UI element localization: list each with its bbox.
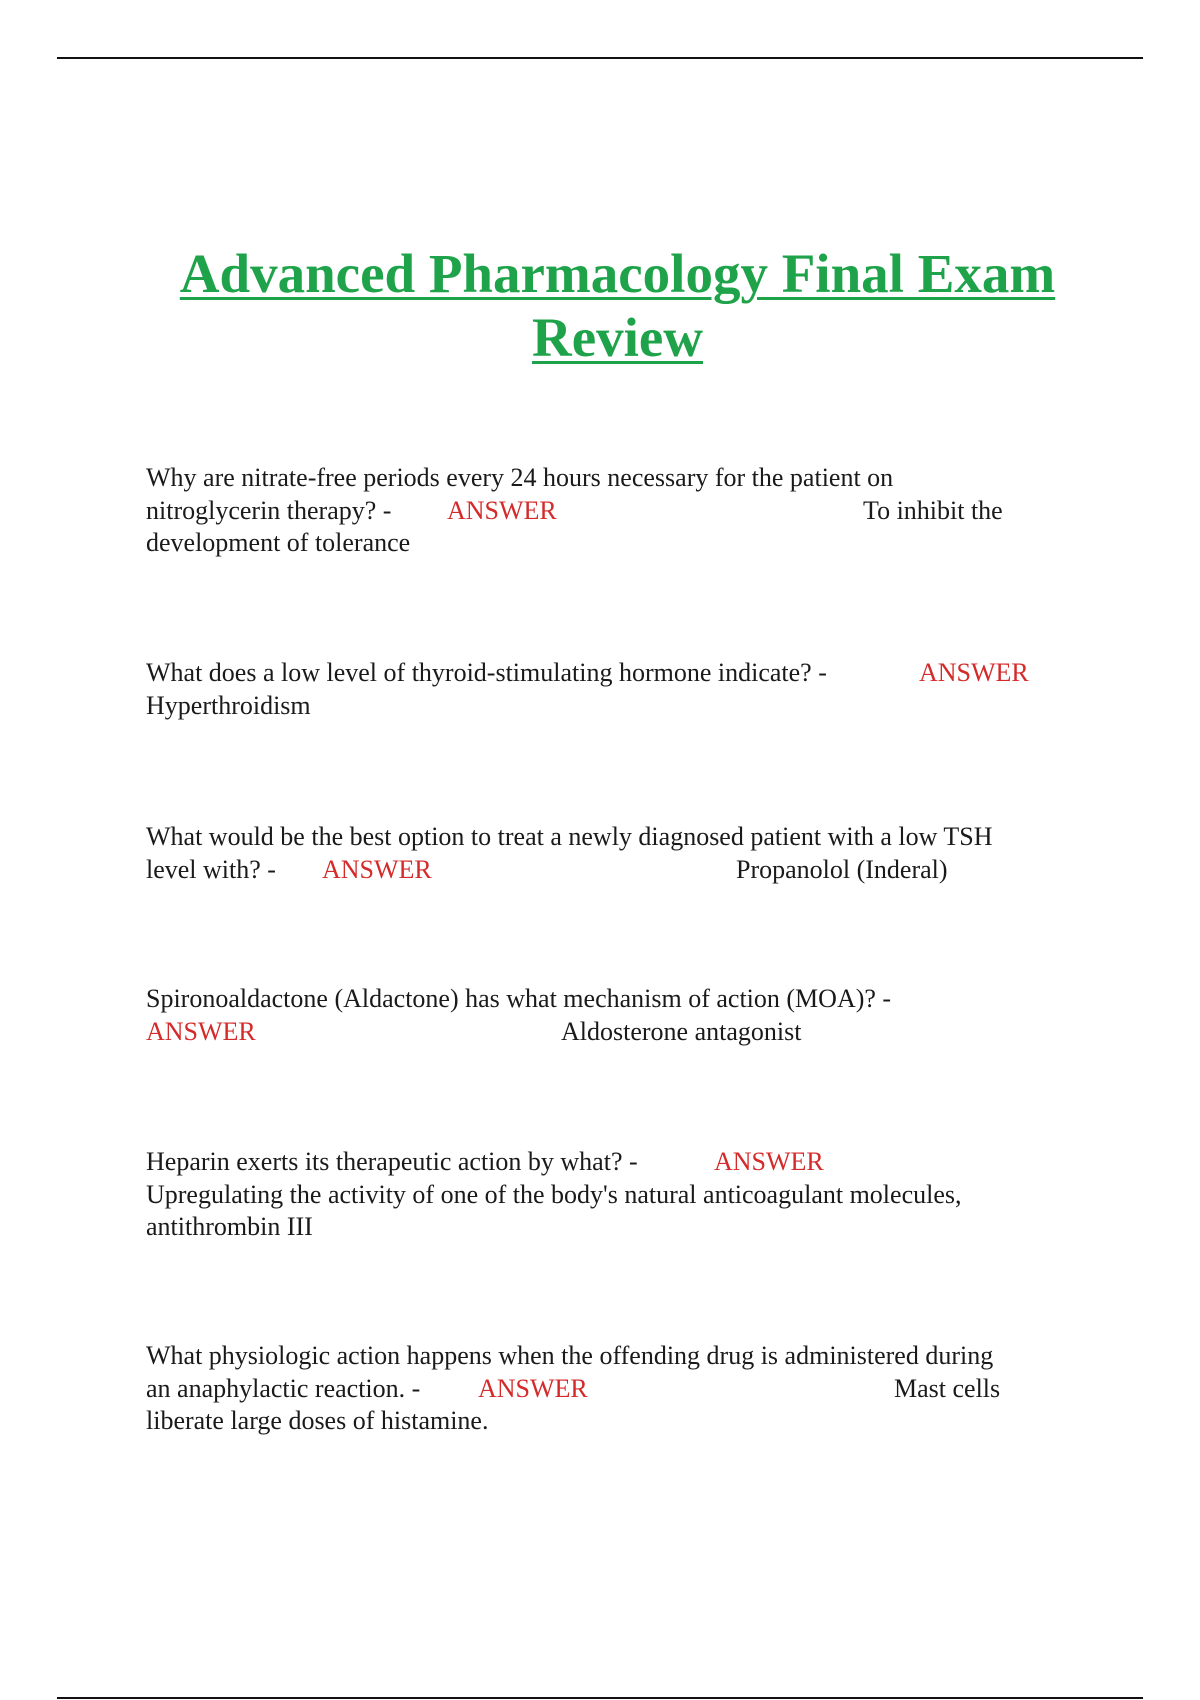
question-text: level with? - xyxy=(146,854,276,884)
question-text: Heparin exerts its therapeutic action by what? - xyxy=(146,1147,638,1176)
answer-text: Aldosterone antagonist xyxy=(561,1016,802,1046)
qa-item xyxy=(146,1340,1076,1438)
question-text: What would be the best option to treat a newly diagnosed patient with a low TSH xyxy=(146,822,993,851)
answer-tag: ANSWER xyxy=(447,495,557,525)
qa-item xyxy=(146,983,1076,1048)
question-text: Why are nitrate-free periods every 24 hours necessary for the patient on xyxy=(146,463,894,492)
question-text: an anaphylactic reaction. - xyxy=(146,1373,421,1403)
answer-tag: ANSWER xyxy=(146,1016,256,1046)
qa-item xyxy=(146,462,1076,560)
qa-item xyxy=(146,657,1076,722)
answer-text: Mast cells xyxy=(894,1373,1001,1403)
answer-tag: ANSWER xyxy=(919,658,1029,687)
question-text: Spironoaldactone (Aldactone) has what mechanism of action (MOA)? - xyxy=(146,984,892,1013)
title-line-2: Review xyxy=(531,306,704,368)
title-line-1: Advanced Pharmacology Final Exam xyxy=(179,242,1056,304)
answer-text: Upregulating the activity of one of the body's natural anticoagulant molecules, xyxy=(146,1179,962,1209)
qa-item xyxy=(146,1146,1076,1244)
question-text: What physiologic action happens when the offending drug is administered during xyxy=(146,1341,994,1370)
answer-text: development of tolerance xyxy=(146,528,411,557)
answer-tag: ANSWER xyxy=(714,1147,824,1176)
page-title xyxy=(120,242,1115,370)
answer-text: liberate large doses of histamine. xyxy=(146,1406,489,1435)
answer-text: antithrombin III xyxy=(146,1212,313,1241)
question-text: What does a low level of thyroid-stimulating hormone indicate? - xyxy=(146,658,827,687)
qa-item xyxy=(146,821,1076,886)
answer-tag: ANSWER xyxy=(322,854,432,884)
answer-tag: ANSWER xyxy=(478,1373,588,1403)
answer-text: Hyperthroidism xyxy=(146,690,311,720)
top-rule xyxy=(57,57,1143,59)
question-text: nitroglycerin therapy? - xyxy=(146,495,392,525)
answer-text: Propanolol (Inderal) xyxy=(736,854,948,884)
answer-text: To inhibit the xyxy=(863,495,1003,525)
bottom-rule xyxy=(57,1697,1143,1699)
